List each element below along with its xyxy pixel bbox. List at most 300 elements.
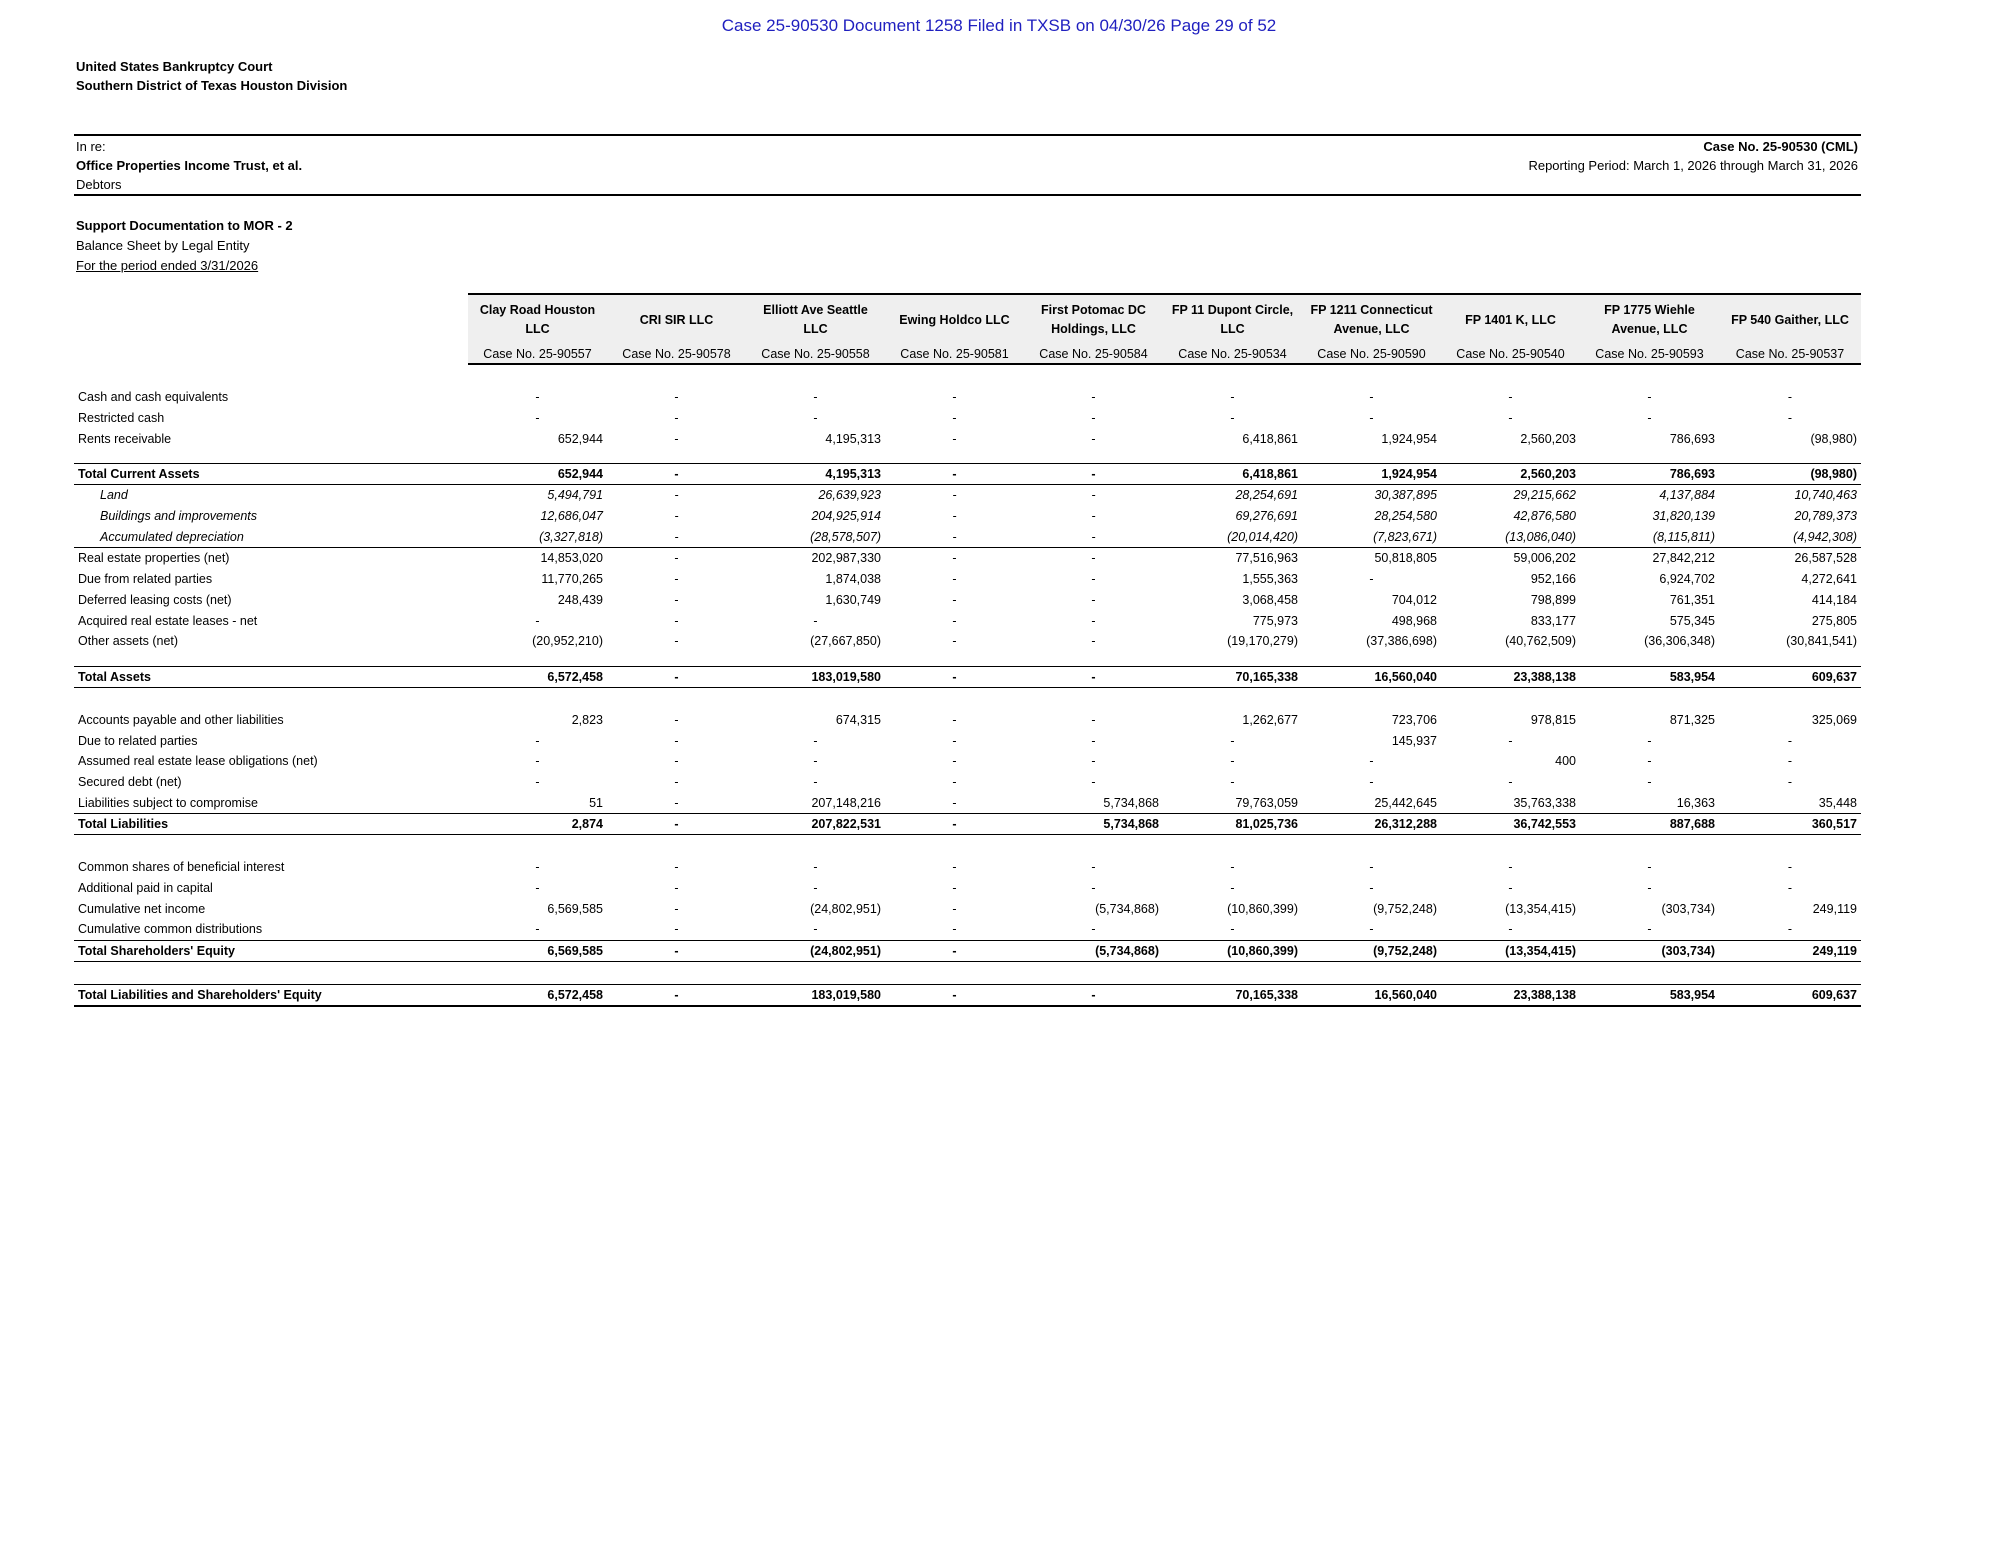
value-cell: - [674, 411, 679, 426]
value-cell: - [1230, 390, 1235, 405]
value-cell: - [674, 901, 679, 916]
value-cell: 77,516,963 [1235, 551, 1298, 566]
value-cell: (13,086,040) [1441, 526, 1580, 547]
row-label: Secured debt (net) [78, 774, 182, 789]
value-cell: - [1230, 881, 1235, 896]
value-cell: 23,388,138 [1441, 984, 1580, 1006]
value-cell: - [1230, 922, 1235, 937]
value-cell: 29,215,662 [1513, 488, 1576, 503]
value-cell: 4,272,641 [1801, 572, 1857, 587]
entity-case-number: Case No. 25-90590 [1302, 345, 1441, 364]
value-cell: (13,354,415) [1441, 940, 1580, 961]
value-cell: 1,874,038 [825, 572, 881, 587]
row-label: Other assets (net) [78, 634, 179, 649]
spacer-row [74, 364, 1861, 387]
value-cell: 183,019,580 [746, 666, 885, 687]
value-cell: - [952, 411, 957, 426]
value-cell: (7,823,671) [1302, 526, 1441, 547]
value-cell: - [535, 774, 540, 789]
in-re-label: In re: [76, 139, 106, 154]
value-cell: - [952, 901, 957, 916]
value-cell: 583,954 [1580, 984, 1719, 1006]
value-cell: - [952, 613, 957, 628]
value-cell: 30,387,895 [1374, 488, 1437, 503]
value-cell: - [535, 860, 540, 875]
value-cell: 6,418,861 [1163, 464, 1302, 485]
value-cell: - [1091, 572, 1096, 587]
value-cell: - [674, 881, 679, 896]
row-label: Total Liabilities [74, 814, 468, 835]
value-cell: - [1369, 754, 1374, 769]
spacer-row [74, 961, 1861, 984]
value-cell: 1,924,954 [1302, 464, 1441, 485]
value-cell: - [813, 922, 818, 937]
table-row [74, 485, 1861, 506]
value-cell: - [1647, 411, 1652, 426]
court-line-2: Southern District of Texas Houston Division [76, 78, 348, 93]
value-cell: (5,734,868) [1024, 940, 1163, 961]
value-cell: 207,148,216 [811, 795, 881, 810]
value-cell: - [952, 634, 957, 649]
value-cell: - [1230, 860, 1235, 875]
value-cell: 26,587,528 [1794, 551, 1857, 566]
value-cell: (303,734) [1580, 940, 1719, 961]
value-cell: (5,734,868) [1095, 901, 1159, 916]
value-cell: - [1508, 774, 1513, 789]
value-cell: - [1369, 774, 1374, 789]
value-cell: 35,448 [1818, 795, 1857, 810]
row-label: Total Current Assets [74, 464, 468, 485]
value-cell: 704,012 [1391, 592, 1437, 607]
value-cell: - [1230, 754, 1235, 769]
value-cell: (10,860,399) [1227, 901, 1298, 916]
value-cell: 5,734,868 [1024, 814, 1163, 835]
value-cell: - [1647, 881, 1652, 896]
value-cell: - [1091, 592, 1096, 607]
row-label: Cumulative common distributions [78, 922, 263, 937]
value-cell: - [952, 572, 957, 587]
value-cell: 360,517 [1719, 814, 1861, 835]
total-row [74, 940, 1861, 961]
value-cell: - [952, 592, 957, 607]
value-cell: - [885, 464, 1024, 485]
value-cell: 59,006,202 [1513, 551, 1576, 566]
value-cell: - [1091, 922, 1096, 937]
value-cell: 1,555,363 [1242, 572, 1298, 587]
value-cell: (13,354,415) [1505, 901, 1576, 916]
value-cell: - [1647, 774, 1652, 789]
header-top-rule [74, 134, 1861, 136]
entity-case-number: Case No. 25-90584 [1024, 345, 1163, 364]
value-cell: - [1091, 390, 1096, 405]
value-cell: 16,363 [1676, 795, 1715, 810]
value-cell: - [1091, 754, 1096, 769]
value-cell: (4,942,308) [1719, 526, 1861, 547]
total-row [74, 814, 1861, 835]
value-cell: - [1508, 733, 1513, 748]
value-cell: 798,899 [1530, 592, 1576, 607]
value-cell: - [674, 795, 679, 810]
value-cell: 248,439 [557, 592, 603, 607]
value-cell: 761,351 [1669, 592, 1715, 607]
row-label: Assumed real estate lease obligations (net) [78, 754, 318, 769]
value-cell: 723,706 [1391, 712, 1437, 727]
value-cell: 3,068,458 [1242, 592, 1298, 607]
value-cell: - [1787, 390, 1793, 405]
value-cell: 498,968 [1391, 613, 1437, 628]
value-cell: - [1091, 431, 1096, 446]
entity-header: CRI SIR LLC [607, 294, 746, 345]
spacer-cell [74, 652, 1861, 667]
entity-header: FP 1211 Connecticut Avenue, LLC [1302, 294, 1441, 345]
value-cell: 204,925,914 [811, 509, 881, 524]
in-re-block [76, 137, 302, 194]
value-cell: - [1369, 572, 1374, 587]
row-label: Total Shareholders' Equity [74, 940, 468, 961]
entity-header: FP 1775 Wiehle Avenue, LLC [1580, 294, 1719, 345]
value-cell: - [1369, 881, 1374, 896]
value-cell: 2,560,203 [1520, 431, 1576, 446]
row-label: Buildings and improvements [100, 509, 258, 524]
balance-sheet-table [74, 293, 1861, 1007]
value-cell: - [1787, 860, 1793, 875]
row-label: Acquired real estate leases - net [78, 613, 258, 628]
value-cell: 583,954 [1580, 666, 1719, 687]
table-row [74, 610, 1861, 631]
value-cell: 207,822,531 [746, 814, 885, 835]
row-label: Land [100, 488, 128, 503]
value-cell: 50,818,805 [1374, 551, 1437, 566]
value-cell: - [813, 411, 818, 426]
value-cell: (24,802,951) [746, 940, 885, 961]
value-cell: - [535, 922, 540, 937]
value-cell: - [1369, 390, 1374, 405]
total-row [74, 464, 1861, 485]
value-cell: - [674, 572, 679, 587]
value-cell: - [607, 666, 746, 687]
value-cell: 35,763,338 [1513, 795, 1576, 810]
value-cell: - [885, 984, 1024, 1006]
value-cell: - [1369, 411, 1374, 426]
value-cell: 786,693 [1580, 464, 1719, 485]
entity-header-row [74, 294, 1861, 345]
value-cell: - [1091, 488, 1096, 503]
value-cell: - [607, 464, 746, 485]
value-cell: - [535, 754, 540, 769]
value-cell: 2,560,203 [1441, 464, 1580, 485]
value-cell: - [1091, 509, 1096, 524]
value-cell: 69,276,691 [1235, 509, 1298, 524]
value-cell: - [952, 733, 957, 748]
value-cell: (28,578,507) [746, 526, 885, 547]
value-cell: - [952, 712, 957, 727]
value-cell: 6,418,861 [1242, 431, 1298, 446]
value-cell: - [1091, 881, 1096, 896]
value-cell: - [1230, 774, 1235, 789]
value-cell: 14,853,020 [540, 551, 603, 566]
value-cell: - [813, 860, 818, 875]
value-cell: - [1508, 390, 1513, 405]
value-cell: - [952, 509, 957, 524]
value-cell: - [1787, 881, 1793, 896]
spacer-cell [74, 687, 1861, 710]
value-cell: - [674, 592, 679, 607]
value-cell: - [1647, 733, 1652, 748]
header-blank [74, 294, 468, 345]
reporting-period: Reporting Period: March 1, 2026 through March 31, 2026 [1528, 158, 1858, 173]
value-cell: (40,762,509) [1505, 634, 1576, 649]
header-bottom-rule [74, 194, 1861, 196]
spacer-cell [74, 449, 1861, 464]
value-cell: - [1230, 411, 1235, 426]
value-cell: 887,688 [1580, 814, 1719, 835]
value-cell: - [952, 431, 957, 446]
value-cell: - [952, 795, 957, 810]
value-cell: (303,734) [1661, 901, 1715, 916]
filing-stamp: Case 25-90530 Document 1258 Filed in TXSB on 04/30/26 Page 29 of 52 [721, 16, 1277, 35]
court-name [76, 57, 347, 95]
value-cell: - [674, 509, 679, 524]
value-cell: 652,944 [468, 464, 607, 485]
row-label: Cash and cash equivalents [78, 390, 229, 405]
row-label: Total Liabilities and Shareholders' Equity [74, 984, 468, 1006]
table-row [74, 569, 1861, 590]
value-cell: - [674, 774, 679, 789]
total-row [74, 666, 1861, 687]
table-row [74, 792, 1861, 813]
entity-header: FP 1401 K, LLC [1441, 294, 1580, 345]
case-blank [74, 345, 468, 364]
value-cell: - [952, 860, 957, 875]
value-cell: 575,345 [1669, 613, 1715, 628]
support-period: For the period ended 3/31/2026 [76, 258, 259, 273]
value-cell: - [535, 733, 540, 748]
value-cell: - [674, 431, 679, 446]
value-cell: 5,494,791 [547, 488, 603, 503]
table-row [74, 857, 1861, 878]
value-cell: - [885, 940, 1024, 961]
value-cell: 6,924,702 [1659, 572, 1715, 587]
spacer-cell [74, 364, 1861, 387]
case-number: Case No. 25-90530 (CML) [1703, 139, 1858, 154]
table-row [74, 408, 1861, 429]
value-cell: - [952, 922, 957, 937]
value-cell: 6,569,585 [468, 940, 607, 961]
value-cell: 28,254,580 [1374, 509, 1437, 524]
value-cell: 4,195,313 [746, 464, 885, 485]
entity-case-number: Case No. 25-90557 [468, 345, 607, 364]
spacer-cell [74, 835, 1861, 858]
value-cell: 833,177 [1530, 613, 1576, 628]
value-cell: 27,842,212 [1652, 551, 1715, 566]
case-info-block [1528, 137, 1858, 175]
value-cell: - [674, 733, 679, 748]
value-cell: 28,254,691 [1235, 488, 1298, 503]
value-cell: 31,820,139 [1652, 509, 1715, 524]
value-cell: 6,572,458 [468, 666, 607, 687]
value-cell: 16,560,040 [1302, 666, 1441, 687]
value-cell: - [1230, 733, 1235, 748]
value-cell: - [535, 881, 540, 896]
value-cell: - [1091, 774, 1096, 789]
value-cell: - [1024, 666, 1163, 687]
value-cell: 4,137,884 [1659, 488, 1715, 503]
value-cell: - [1369, 922, 1374, 937]
value-cell: - [674, 712, 679, 727]
table-row [74, 730, 1861, 751]
value-cell: (98,980) [1810, 431, 1857, 446]
value-cell: - [535, 411, 540, 426]
entity-header: Elliott Ave Seattle LLC [746, 294, 885, 345]
debtors-label: Debtors [76, 177, 122, 192]
row-label: Due from related parties [78, 572, 213, 587]
entity-header: FP 11 Dupont Circle, LLC [1163, 294, 1302, 345]
value-cell: - [1091, 613, 1096, 628]
spacer-cell [74, 961, 1861, 984]
entity-header: First Potomac DC Holdings, LLC [1024, 294, 1163, 345]
value-cell: - [1508, 411, 1513, 426]
spacer-row [74, 687, 1861, 710]
value-cell: - [1024, 526, 1163, 547]
value-cell: - [1647, 860, 1652, 875]
value-cell: 145,937 [1391, 733, 1437, 748]
value-cell: 183,019,580 [746, 984, 885, 1006]
value-cell: 609,637 [1719, 666, 1861, 687]
value-cell: (20,952,210) [532, 634, 603, 649]
value-cell: - [813, 774, 818, 789]
table-row [74, 590, 1861, 611]
value-cell: 6,569,585 [547, 901, 603, 916]
court-line-1: United States Bankruptcy Court [76, 59, 273, 74]
entity-case-number: Case No. 25-90578 [607, 345, 746, 364]
value-cell: 23,388,138 [1441, 666, 1580, 687]
value-cell: (36,306,348) [1644, 634, 1715, 649]
value-cell: 11,770,265 [541, 572, 603, 587]
value-cell: - [885, 814, 1024, 835]
table-row [74, 919, 1861, 940]
debtor-name: Office Properties Income Trust, et al. [76, 158, 303, 173]
value-cell: 674,315 [835, 712, 881, 727]
value-cell: 6,572,458 [468, 984, 607, 1006]
value-cell: - [1091, 860, 1096, 875]
value-cell: - [952, 881, 957, 896]
row-label: Cumulative net income [78, 901, 206, 916]
table-row [74, 428, 1861, 449]
value-cell: - [1369, 860, 1374, 875]
value-cell: - [1091, 733, 1096, 748]
value-cell: - [885, 526, 1024, 547]
value-cell: 2,823 [571, 712, 603, 727]
value-cell: - [674, 922, 679, 937]
row-label: Due to related parties [78, 733, 198, 748]
value-cell: 79,763,059 [1235, 795, 1298, 810]
value-cell: - [813, 733, 818, 748]
support-subtitle: Balance Sheet by Legal Entity [76, 238, 250, 253]
value-cell: - [535, 613, 540, 628]
value-cell: 871,325 [1669, 712, 1715, 727]
row-label: Liabilities subject to compromise [78, 795, 258, 810]
value-cell: - [813, 754, 818, 769]
value-cell: 1,262,677 [1242, 712, 1298, 727]
value-cell: - [1091, 551, 1096, 566]
row-label: Real estate properties (net) [78, 551, 230, 566]
value-cell: - [607, 526, 746, 547]
value-cell: 36,742,553 [1441, 814, 1580, 835]
value-cell: - [674, 488, 679, 503]
value-cell: 1,924,954 [1381, 431, 1437, 446]
value-cell: - [952, 774, 957, 789]
value-cell: (20,014,420) [1163, 526, 1302, 547]
support-block [76, 216, 293, 276]
table-row [74, 898, 1861, 919]
value-cell: 70,165,338 [1163, 984, 1302, 1006]
value-cell: 5,734,868 [1103, 795, 1159, 810]
value-cell: - [607, 984, 746, 1006]
value-cell: 202,987,330 [811, 551, 881, 566]
value-cell: - [674, 860, 679, 875]
value-cell: 2,874 [468, 814, 607, 835]
value-cell: 26,312,288 [1302, 814, 1441, 835]
value-cell: - [607, 940, 746, 961]
value-cell: 249,119 [1812, 901, 1857, 916]
value-cell: - [1647, 390, 1652, 405]
value-cell: 4,195,313 [825, 431, 881, 446]
value-cell: - [813, 881, 818, 896]
support-title: Support Documentation to MOR - 2 [76, 218, 293, 233]
entity-header: Clay Road Houston LLC [468, 294, 607, 345]
value-cell: - [1508, 881, 1513, 896]
value-cell: - [674, 551, 679, 566]
value-cell: - [1787, 411, 1793, 426]
table-row [74, 751, 1861, 772]
row-label: Accumulated depreciation [74, 526, 468, 547]
value-cell: - [535, 390, 540, 405]
value-cell: - [607, 814, 746, 835]
table-row [74, 710, 1861, 731]
value-cell: - [1647, 754, 1652, 769]
entity-case-number: Case No. 25-90534 [1163, 345, 1302, 364]
value-cell: - [813, 390, 818, 405]
value-cell: 12,686,047 [540, 509, 603, 524]
row-label: Total Assets [74, 666, 468, 687]
value-cell: - [674, 634, 679, 649]
entity-header: Ewing Holdco LLC [885, 294, 1024, 345]
value-cell: 51 [589, 795, 603, 810]
spacer-row [74, 449, 1861, 464]
value-cell: 609,637 [1719, 984, 1861, 1006]
value-cell: 20,789,373 [1794, 509, 1857, 524]
value-cell: - [1091, 411, 1096, 426]
row-label: Rents receivable [78, 431, 172, 446]
value-cell: - [885, 666, 1024, 687]
value-cell: 325,069 [1811, 712, 1857, 727]
value-cell: 249,119 [1719, 940, 1861, 961]
entity-case-number: Case No. 25-90558 [746, 345, 885, 364]
value-cell: - [1024, 984, 1163, 1006]
value-cell: - [1024, 464, 1163, 485]
table-row [74, 772, 1861, 793]
entity-case-number: Case No. 25-90540 [1441, 345, 1580, 364]
value-cell: - [1647, 922, 1652, 937]
value-cell: 81,025,736 [1163, 814, 1302, 835]
value-cell: 414,184 [1811, 592, 1857, 607]
table-row [74, 526, 1861, 547]
value-cell: (3,327,818) [468, 526, 607, 547]
table-row [74, 506, 1861, 527]
table-row [74, 878, 1861, 899]
value-cell: 400 [1555, 754, 1576, 769]
value-cell: - [674, 613, 679, 628]
